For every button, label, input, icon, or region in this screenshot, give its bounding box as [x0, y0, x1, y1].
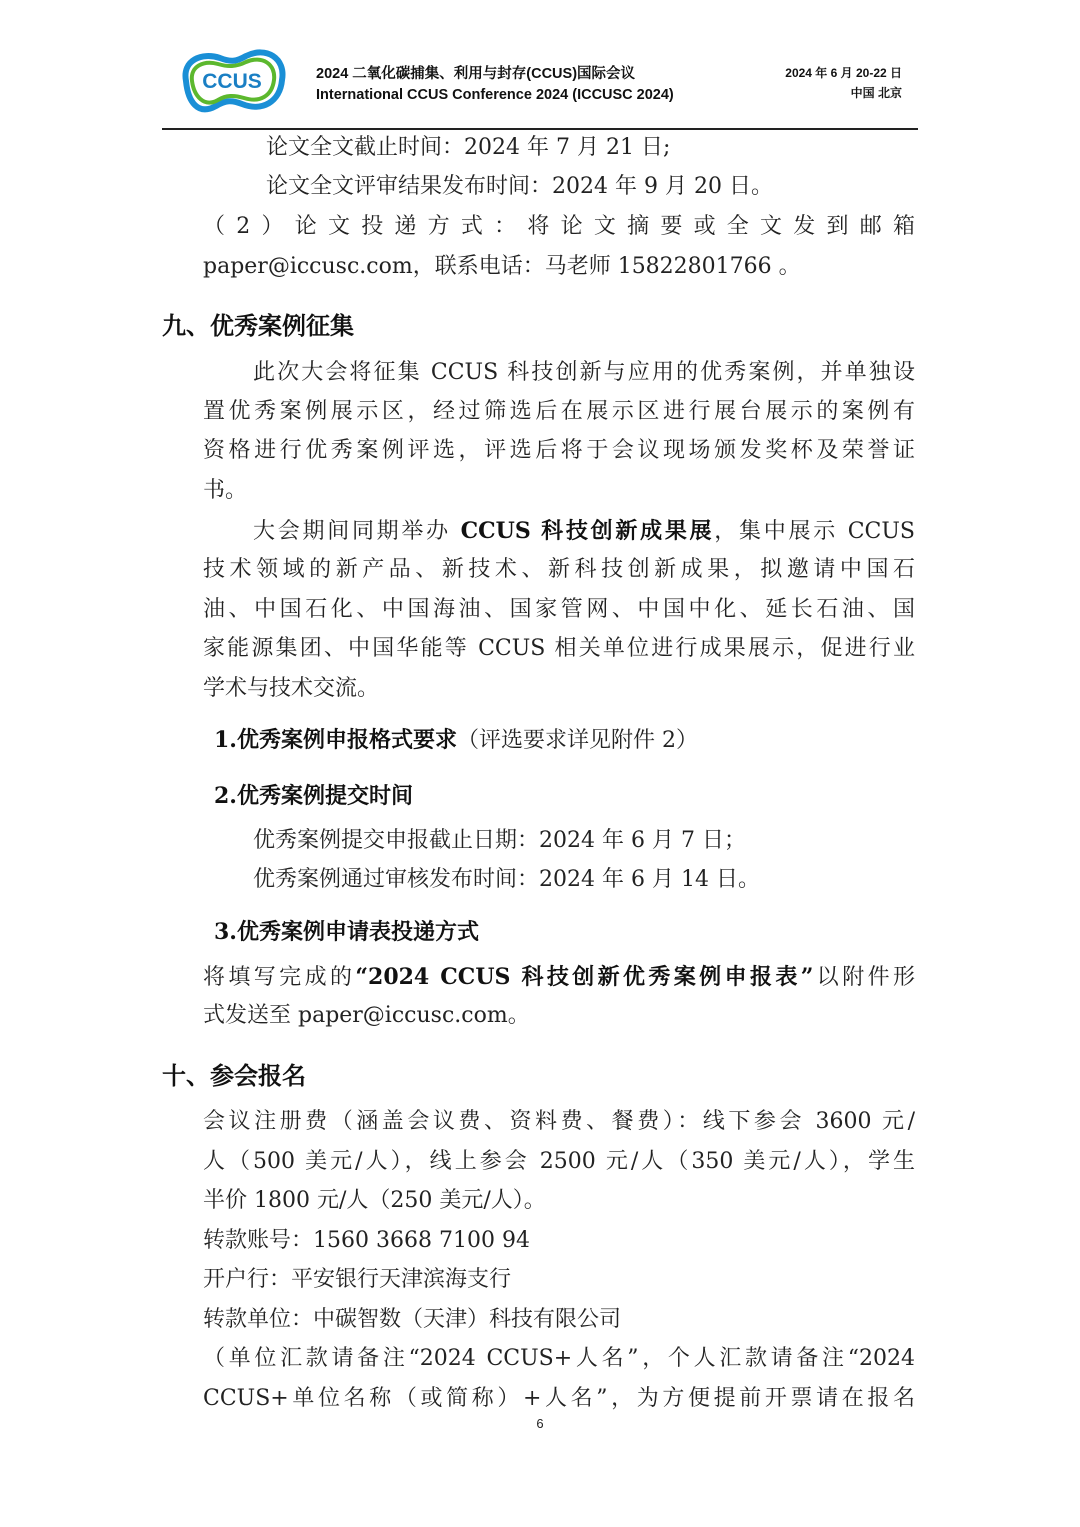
section-10-title: 十、参会报名 [162, 1062, 306, 1090]
section-9-p2-line1: 大会期间同期举办 CCUS 科技创新成果展，集中展示 CCUS [253, 518, 915, 544]
page-header [162, 44, 918, 130]
section-9-p1-line3: 资格进行优秀案例评选，评选后将于会议现场颁发奖杯及荣誉证 [203, 438, 915, 463]
remittance-note-line1: （单位汇款请备注“2024 CCUS+人名”，个人汇款请备注“2024 [203, 1346, 915, 1371]
section-9-title: 九、优秀案例征集 [162, 312, 354, 340]
application-form-name: “2024 CCUS 科技创新优秀案例申报表” [355, 964, 814, 990]
section-9-p2-line2: 技术领域的新产品、新技术、新科技创新成果，拟邀请中国石 [203, 557, 915, 582]
section-9-p2-line5: 学术与技术交流。 [203, 676, 380, 701]
bank-account: 转款账号：1560 3668 7100 94 [203, 1228, 530, 1253]
exhibition-name: CCUS 科技创新成果展 [460, 518, 715, 544]
page-number: 6 [536, 1416, 544, 1431]
subsection-1-title: 1.优秀案例申报格式要求（评选要求详见附件 2） [214, 727, 698, 753]
fee-line1: 会议注册费（涵盖会议费、资料费、餐费）：线下参会 3600 元/ [203, 1109, 915, 1134]
section-9-p2-line4: 家能源集团、中国华能等 CCUS 相关单位进行成果展示，促进行业 [203, 636, 915, 661]
subsection-3-line1: 将填写完成的“2024 CCUS 科技创新优秀案例申报表”以附件形 [203, 964, 915, 990]
fee-line3: 半价 1800 元/人（250 美元/人）。 [203, 1188, 546, 1213]
section-9-p1-line1: 此次大会将征集 CCUS 科技创新与应用的优秀案例，并单独设 [253, 360, 915, 385]
fulltext-deadline: 论文全文截止时间：2024 年 7 月 21 日; [266, 135, 671, 160]
submission-deadline: 优秀案例提交申报截止日期：2024 年 6 月 7 日； [253, 828, 746, 853]
section-9-p1-line4: 书。 [203, 478, 248, 503]
conference-date: 2024 年 6 月 20-22 日 [785, 66, 902, 80]
section-9-p2-line3: 油、中国石化、中国海油、国家管网、中国中化、延长石油、国 [203, 597, 915, 622]
bank-name: 开户行：平安银行天津滨海支行 [203, 1267, 512, 1292]
subsection-3-line2: 式发送至 paper@iccusc.com。 [203, 1003, 530, 1028]
submit-method-line2: paper@iccusc.com，联系电话：马老师 15822801766 。 [203, 254, 801, 279]
subsection-3-title: 3.优秀案例申请表投递方式 [214, 919, 479, 945]
conference-title-en: International CCUS Conference 2024 (ICCUSC 2024) [316, 87, 674, 103]
review-publish-date: 优秀案例通过审核发布时间：2024 年 6 月 14 日。 [253, 867, 760, 892]
svg-text:CCUS: CCUS [202, 70, 262, 93]
section-9-p1-line2: 置优秀案例展示区，经过筛选后在展示区进行展台展示的案例有 [203, 399, 915, 424]
conference-location: 中国 北京 [850, 86, 902, 100]
fee-line2: 人（500 美元/人），线上参会 2500 元/人（350 美元/人），学生 [203, 1149, 915, 1174]
payee-unit: 转款单位：中碳智数（天津）科技有限公司 [203, 1307, 622, 1332]
subsection-2-title: 2.优秀案例提交时间 [214, 783, 413, 809]
subsection-1-note: （评选要求详见附件 2） [456, 728, 698, 753]
submit-method-line1: （2）论文投递方式：将论文摘要或全文发到邮箱 [203, 214, 915, 239]
ccus-logo [172, 46, 292, 116]
remittance-note-line2: CCUS+单位名称（或简称）+人名”，为方便提前开票请在报名 [203, 1386, 915, 1411]
conference-title-cn: 2024 二氧化碳捕集、利用与封存(CCUS)国际会议 [316, 66, 636, 82]
review-result-date: 论文全文评审结果发布时间：2024 年 9 月 20 日。 [266, 174, 773, 199]
